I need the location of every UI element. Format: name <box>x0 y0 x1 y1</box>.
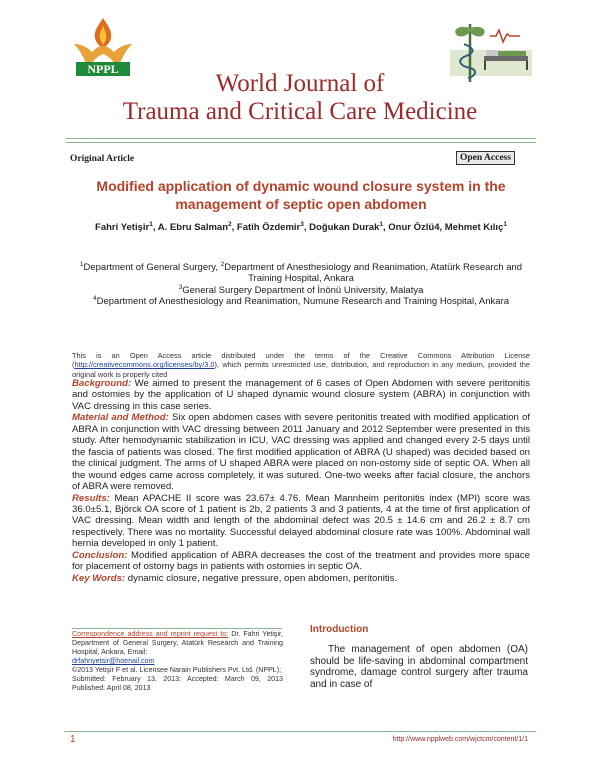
introduction-text: The management of open abdomen (OA) should be life-saving in abdominal compartment syndrome, damage control surgery after trauma and in case of <box>310 644 528 690</box>
correspondence-text: Dr. Fahri Yetişir, Department of General Surgery, Atatürk Research and Training Hospital, Ankara, Email: <box>72 630 283 657</box>
abstract-conclusion <box>72 550 530 573</box>
introduction-heading: Introduction <box>310 624 369 635</box>
page-number: 1 <box>70 734 76 745</box>
correspondence-address <box>72 630 283 657</box>
affiliations <box>72 262 530 307</box>
author-list <box>72 222 530 234</box>
author-name: Fahri Yetişir <box>95 222 150 233</box>
background-text: We aimed to present the management of 6 cases of Open Abdomen with severe peritonitis and ostomies by the application of U shaped dynamic wound closure system (ABRA) in conjunction with VAC dressing in this case series. <box>72 378 530 412</box>
affil-sup: 3 <box>178 283 183 291</box>
affil-sup: 1 <box>79 260 84 268</box>
submission-dates: Submitted: February 13, 2013; Accepted: March 09, 2013 Published: April 08, 2013 <box>72 675 283 693</box>
license-link[interactable]: http://creativecommons.org/licenses/by/3.0 <box>74 360 215 370</box>
journal-title-line2: Trauma and Critical Care Medicine <box>122 98 478 125</box>
author-name: , A. Ebru Salman <box>152 222 228 233</box>
footer-url-link[interactable]: http://www.npplweb.com/wjctcm/content/1/1 <box>392 736 528 743</box>
keywords-text: dynamic closure, negative pressure, open abdomen, peritonitis. <box>125 572 398 584</box>
author-sup: 2 <box>228 220 232 228</box>
conclusion-label: Conclusion: <box>72 549 128 561</box>
abstract-results <box>72 493 530 550</box>
affiliation-4 <box>72 296 530 307</box>
author-sup: 1 <box>149 220 153 228</box>
header-rule-bottom <box>66 142 536 143</box>
author-name: , Doğukan Durak <box>303 222 380 233</box>
results-text: Mean APACHE II score was 23.67± 4.76. Mean Mannheim peritonitis index (MPI) score was 36.0±5.1, Björck OA score of 1 patient is 2b, 2 patients 3 and 3 patients, 4 at the time of first application of VAC dressing. Mean width and length of the abdominal defect was 20.5 ± 14.6 cm and 26.2 ± 8.7 cm respectively. There was no mortality. Successful delayed abdominal closure rate was 100%. Abdominal wall hernia developed in only 1 patient. <box>72 492 530 550</box>
background-label: Background: <box>72 378 132 389</box>
license-text: This is an Open Access article distributed under the terms of the Creative Commons Attribution License ( <box>72 351 530 370</box>
abstract-background <box>72 378 530 412</box>
article-title: Modified application of dynamic wound closure system in the management of septic open abdomen <box>96 178 506 212</box>
affil-text: Department of General Surgery, <box>83 262 221 273</box>
header-rule-top <box>66 138 536 139</box>
affil-sup: 4 <box>92 294 97 302</box>
affiliation-3 <box>72 285 530 296</box>
correspondence-block <box>72 630 283 693</box>
methods-label: Material and Method: <box>72 412 169 424</box>
journal-title-line1: World Journal of <box>215 70 385 97</box>
author-sup: 3 <box>300 220 304 228</box>
abstract-methods <box>72 412 530 492</box>
author-name: , Onur Özlü4, Mehmet Kılıç <box>383 222 504 233</box>
copyright-line: ©2013 Yetişir F et al. Licensee Narain Publishers Pvt. Ltd. (NPPL); <box>72 666 282 675</box>
author-sup: 1 <box>379 220 383 228</box>
footer-rule <box>64 731 536 732</box>
logo-text: NPPL <box>87 62 119 76</box>
article-type: Original Article <box>70 154 135 164</box>
affil-sup: 2 <box>220 260 225 268</box>
correspondence-email-link[interactable]: drfahriyetsir@hotmail.com <box>72 657 155 666</box>
abstract-keywords <box>72 573 530 584</box>
affil-text: General Surgery Department of İnönü University, Malatya <box>182 284 424 296</box>
author-sup: 1 <box>503 220 507 228</box>
license-notice <box>72 351 530 379</box>
results-label: Results: <box>72 492 110 504</box>
affil-text: Department of Anesthesiology and Reanimation, Atatürk Research and Training Hospital, Ankara <box>224 262 523 285</box>
correspondence-label: Correspondence address and reprint request to: <box>72 630 229 638</box>
keywords-label: Key Words: <box>72 572 126 584</box>
abstract <box>72 378 530 584</box>
open-access-badge: Open Access <box>456 151 515 165</box>
affiliation-1-2 <box>72 262 530 285</box>
license-text: ), which permits unrestricted use, distribution, and reproduction in any medium, provided the original work is properly cited <box>72 360 530 379</box>
methods-text: Six open abdomen cases with severe peritonitis treated with modified application of ABRA in conjunction with VAC dressing between 2011 January and 2012 September were presented in this study. After hemodynamic stabilization in ICU, VAC dressing was applied and changed every 2-5 days until the fascia of patients was closed. The first modified application of ABRA (U shaped) was decided based on the clinical judgment. The arms of U shaped ABRA were placed on non-ostomy side of septic OA. When all the wound edges came across completely, it was sutured. One-two weeks after facial closure, the anchors of ABRA were removed. <box>72 412 530 493</box>
author-name: , Fatih Özdemir <box>231 222 301 233</box>
conclusion-text: Modified application of ABRA decreases the cost of the treatment and provides more space for placement of ostomy bags in patients with ostomies in septic OA. <box>72 549 530 573</box>
affil-text: Department of Anesthesiology and Reanimation, Numune Research and Training Hospital, Ankara <box>96 295 510 307</box>
correspondence-rule <box>72 628 282 629</box>
